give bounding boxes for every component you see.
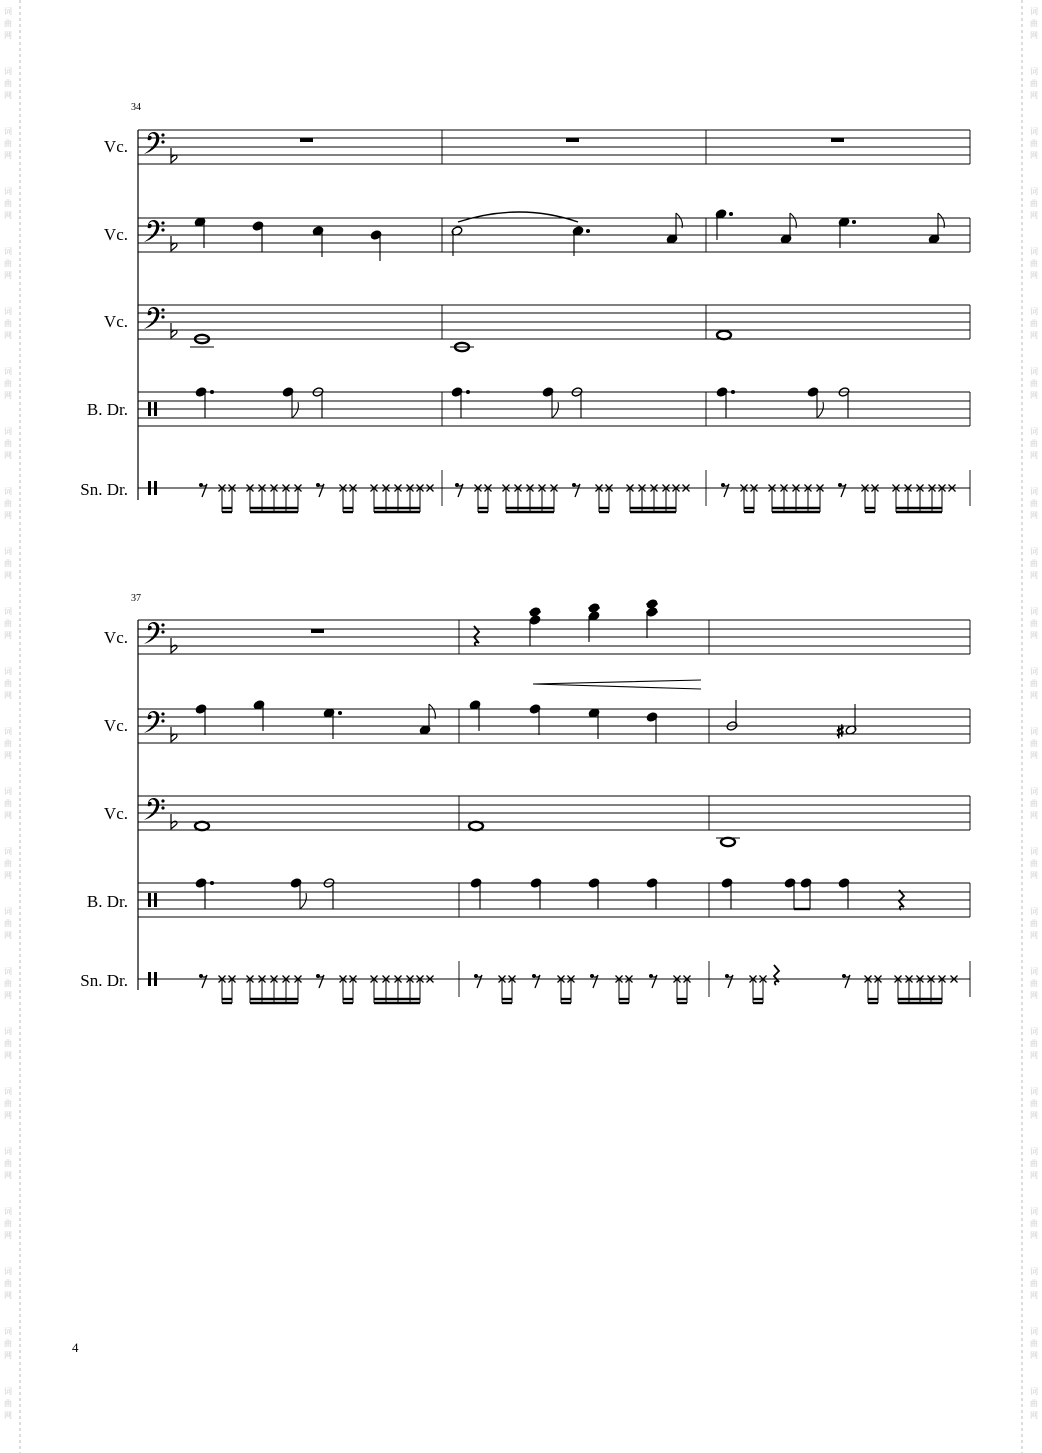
watermark-char: 网: [4, 1291, 12, 1300]
watermark-char: 网: [4, 151, 12, 160]
watermark-char: 曲: [4, 199, 12, 208]
watermark-char: 词: [1030, 1387, 1038, 1396]
watermark-char: 词: [4, 1207, 12, 1216]
staff-bass-drum: [87, 878, 970, 917]
watermark-char: 网: [1030, 1291, 1038, 1300]
watermark-char: 词: [1030, 487, 1038, 496]
watermark-char: 网: [4, 1411, 12, 1420]
watermark-char: 曲: [4, 1099, 12, 1108]
watermark-char: 词: [1030, 1027, 1038, 1036]
watermark-char: 曲: [1030, 139, 1038, 148]
watermark-char: 网: [4, 571, 12, 580]
staff-bass-drum: [87, 387, 970, 426]
watermark-char: 词: [4, 427, 12, 436]
bass-clef-icon: [144, 132, 165, 154]
instrument-label: Sn. Dr.: [80, 971, 128, 990]
measure-number: 34: [131, 102, 141, 113]
watermark-char: 词: [1030, 1207, 1038, 1216]
watermark-char: 词: [1030, 547, 1038, 556]
instrument-label: Vc.: [103, 804, 128, 823]
watermark-char: 曲: [1030, 979, 1038, 988]
watermark-char: 词: [4, 1027, 12, 1036]
watermark-char: 词: [4, 127, 12, 136]
watermark-char: 网: [1030, 331, 1038, 340]
watermark-char: 曲: [1030, 1399, 1038, 1408]
bass-clef-icon: [144, 307, 165, 329]
watermark-char: 曲: [1030, 319, 1038, 328]
watermark-char: 曲: [1030, 799, 1038, 808]
flat-icon: [171, 323, 177, 338]
instrument-label: Vc.: [103, 628, 128, 647]
flat-icon: [171, 148, 177, 163]
watermark-char: 曲: [4, 79, 12, 88]
staff-cello-1: [104, 130, 970, 164]
watermark-char: 曲: [1030, 919, 1038, 928]
watermark-char: 词: [1030, 307, 1038, 316]
watermark-char: 词: [1030, 787, 1038, 796]
watermark-char: 曲: [4, 439, 12, 448]
watermark-char: 网: [1030, 1171, 1038, 1180]
watermark-char: 网: [1030, 871, 1038, 880]
watermark-char: 词: [1030, 967, 1038, 976]
watermark-char: 曲: [4, 619, 12, 628]
instrument-label: Vc.: [103, 312, 128, 331]
watermark-char: 网: [4, 1111, 12, 1120]
page-number: 4: [72, 1340, 79, 1355]
watermark-char: 曲: [4, 379, 12, 388]
watermark-char: 曲: [1030, 859, 1038, 868]
watermark-char: 曲: [4, 1159, 12, 1168]
watermark-char: 词: [1030, 1327, 1038, 1336]
instrument-label: Sn. Dr.: [80, 480, 128, 499]
flat-icon: [171, 638, 177, 653]
watermark-char: 词: [4, 1087, 12, 1096]
snare-measure: [199, 483, 434, 512]
watermark-char: 词: [1030, 187, 1038, 196]
watermark-char: 词: [4, 7, 12, 16]
watermark-char: 曲: [4, 739, 12, 748]
watermark-char: 词: [1030, 1087, 1038, 1096]
watermark-char: 网: [1030, 751, 1038, 760]
watermark-char: 网: [4, 1351, 12, 1360]
watermark-char: 曲: [1030, 259, 1038, 268]
watermark-char: 网: [4, 31, 12, 40]
watermark-char: 网: [1030, 1411, 1038, 1420]
watermark-char: 曲: [1030, 739, 1038, 748]
watermark-char: 词: [1030, 247, 1038, 256]
watermark-char: 词: [4, 787, 12, 796]
watermark-char: 网: [4, 871, 12, 880]
watermark-char: 曲: [4, 679, 12, 688]
watermark-char: 网: [1030, 271, 1038, 280]
watermark-char: 词: [1030, 7, 1038, 16]
watermark-char: 曲: [4, 319, 12, 328]
watermark-char: 曲: [1030, 199, 1038, 208]
watermark-char: 曲: [1030, 1339, 1038, 1348]
staff-cello-1: [104, 599, 970, 654]
watermark-char: 网: [1030, 211, 1038, 220]
watermark-char: 网: [1030, 451, 1038, 460]
flat-icon: [171, 236, 177, 251]
watermark-char: 词: [4, 187, 12, 196]
staff-cello-2: [104, 209, 970, 261]
watermark-char: 网: [4, 211, 12, 220]
watermark-right: [1020, 0, 1042, 1453]
system-2: [80, 593, 970, 1003]
watermark-char: 词: [4, 1267, 12, 1276]
instrument-label: Vc.: [103, 716, 128, 735]
watermark-char: 网: [4, 1231, 12, 1240]
watermark-char: 网: [4, 91, 12, 100]
watermark-char: 网: [4, 1051, 12, 1060]
watermark-char: 词: [1030, 667, 1038, 676]
watermark-char: 词: [1030, 367, 1038, 376]
watermark-char: 网: [1030, 631, 1038, 640]
watermark-char: 曲: [4, 19, 12, 28]
watermark-char: 词: [1030, 127, 1038, 136]
system-1: [80, 102, 970, 512]
watermark-char: 曲: [1030, 1039, 1038, 1048]
watermark-char: 曲: [4, 1399, 12, 1408]
bass-clef-icon: [144, 622, 165, 644]
watermark-char: 网: [1030, 691, 1038, 700]
staff-cello-3: [104, 305, 970, 351]
watermark-char: 网: [1030, 1051, 1038, 1060]
watermark-char: 曲: [4, 559, 12, 568]
watermark-char: 网: [1030, 31, 1038, 40]
snare-measure: [474, 974, 691, 1003]
watermark-char: 网: [1030, 811, 1038, 820]
watermark-char: 词: [1030, 1267, 1038, 1276]
watermark-char: 网: [1030, 511, 1038, 520]
sharp-icon: ♯: [836, 722, 845, 743]
watermark-char: 曲: [4, 859, 12, 868]
watermark-char: 词: [4, 547, 12, 556]
watermark-char: 网: [1030, 391, 1038, 400]
watermark-char: 词: [4, 847, 12, 856]
bass-clef-icon: [144, 711, 165, 733]
flat-icon: [171, 727, 177, 742]
watermark-char: 曲: [4, 259, 12, 268]
watermark-char: 词: [4, 67, 12, 76]
watermark-char: 词: [4, 367, 12, 376]
watermark-char: 网: [1030, 91, 1038, 100]
watermark-char: 网: [4, 331, 12, 340]
watermark-char: 词: [1030, 1147, 1038, 1156]
watermark-char: 曲: [4, 979, 12, 988]
watermark-char: 词: [1030, 67, 1038, 76]
watermark-char: 曲: [1030, 1159, 1038, 1168]
watermark-char: 曲: [4, 139, 12, 148]
watermark-char: 曲: [1030, 1099, 1038, 1108]
watermark-char: 词: [4, 667, 12, 676]
watermark-char: 网: [1030, 571, 1038, 580]
watermark-char: 曲: [1030, 619, 1038, 628]
watermark-char: 词: [4, 907, 12, 916]
instrument-label: Vc.: [103, 225, 128, 244]
watermark-char: 网: [4, 751, 12, 760]
watermark-char: 曲: [4, 499, 12, 508]
watermark-char: 曲: [4, 919, 12, 928]
watermark-char: 网: [1030, 1351, 1038, 1360]
watermark-char: 曲: [1030, 79, 1038, 88]
watermark-char: 曲: [1030, 439, 1038, 448]
watermark-char: 词: [4, 487, 12, 496]
watermark-char: 曲: [4, 1039, 12, 1048]
watermark-char: 词: [1030, 907, 1038, 916]
staff-snare-drum: [80, 470, 970, 512]
watermark-char: 词: [4, 1327, 12, 1336]
watermark-char: 曲: [1030, 19, 1038, 28]
watermark-char: 曲: [1030, 679, 1038, 688]
watermark-char: 网: [4, 391, 12, 400]
instrument-label: B. Dr.: [86, 892, 128, 911]
snare-measure: [725, 965, 958, 1003]
watermark-char: 词: [1030, 427, 1038, 436]
watermark-char: 词: [4, 1147, 12, 1156]
staff-cello-2: [104, 700, 970, 743]
watermark-char: 词: [4, 967, 12, 976]
bass-clef-icon: [144, 798, 165, 820]
watermark-char: 词: [1030, 847, 1038, 856]
instrument-label: Vc.: [103, 137, 128, 156]
watermark-char: 网: [4, 811, 12, 820]
watermark-char: 网: [1030, 931, 1038, 940]
watermark-char: 网: [4, 271, 12, 280]
watermark-char: 曲: [1030, 499, 1038, 508]
watermark-char: 曲: [1030, 1219, 1038, 1228]
staff-cello-3: [104, 796, 970, 846]
bass-clef-icon: [144, 220, 165, 242]
watermark-char: 曲: [1030, 379, 1038, 388]
watermark-char: 网: [4, 691, 12, 700]
watermark-char: 词: [1030, 607, 1038, 616]
watermark-char: 网: [1030, 1111, 1038, 1120]
watermark-char: 网: [4, 991, 12, 1000]
watermark-char: 词: [4, 247, 12, 256]
watermark-char: 词: [4, 307, 12, 316]
flat-icon: [171, 814, 177, 829]
watermark-char: 词: [4, 1387, 12, 1396]
watermark-char: 网: [4, 1171, 12, 1180]
watermark-char: 曲: [4, 1339, 12, 1348]
watermark-char: 网: [4, 931, 12, 940]
watermark-char: 网: [1030, 1231, 1038, 1240]
watermark-char: 词: [4, 727, 12, 736]
watermark-char: 曲: [1030, 1279, 1038, 1288]
crescendo-hairpin: [533, 680, 701, 689]
watermark-char: 网: [4, 631, 12, 640]
watermark-char: 曲: [4, 799, 12, 808]
instrument-label: B. Dr.: [86, 400, 128, 419]
watermark-char: 曲: [1030, 559, 1038, 568]
watermark-char: 词: [4, 607, 12, 616]
watermark-char: 曲: [4, 1279, 12, 1288]
watermark-char: 网: [4, 511, 12, 520]
watermark-char: 词: [1030, 727, 1038, 736]
watermark-left: [0, 0, 22, 1453]
staff-snare-drum: [80, 961, 970, 1003]
watermark-char: 网: [4, 451, 12, 460]
watermark-char: 曲: [4, 1219, 12, 1228]
watermark-char: 网: [1030, 991, 1038, 1000]
watermark-char: 网: [1030, 151, 1038, 160]
measure-number: 37: [131, 593, 141, 604]
